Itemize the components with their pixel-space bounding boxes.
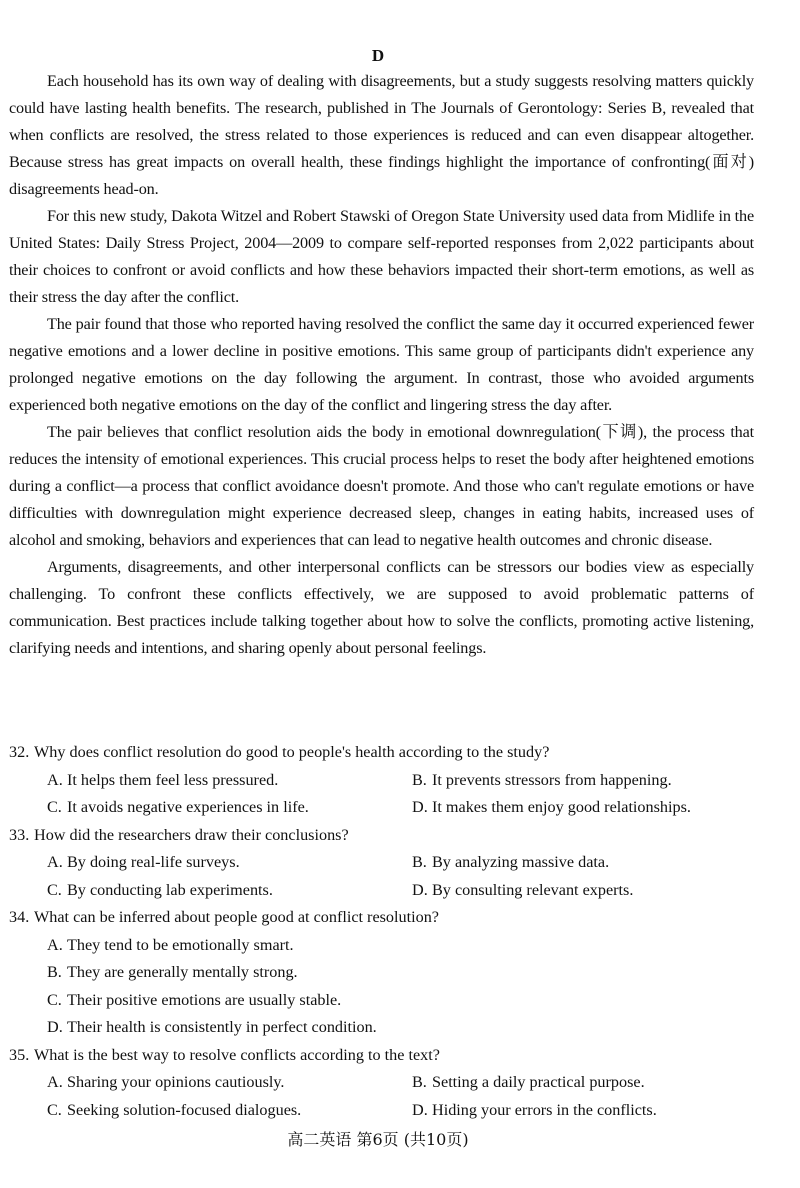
- question-number: 33.: [9, 825, 30, 844]
- question-stem: [9, 1042, 754, 1070]
- question-text: Why does conflict resolution do good to people's health according to the study?: [34, 743, 550, 761]
- question-text: What can be inferred about people good at conflict resolution?: [34, 908, 439, 926]
- option-c[interactable]: C. It avoids negative experiences in life.: [47, 798, 309, 816]
- question-34: [9, 904, 754, 1042]
- option-d[interactable]: D. It makes them enjoy good relationships.: [412, 798, 691, 816]
- option-a[interactable]: A. Sharing your opinions cautiously.: [47, 1073, 285, 1091]
- option-c[interactable]: C. Seeking solution-focused dialogues.: [47, 1100, 302, 1119]
- question-35: [9, 1042, 754, 1125]
- section-heading: D: [371, 46, 385, 65]
- question-number: 32.: [9, 743, 30, 761]
- option-c[interactable]: C. By conducting lab experiments.: [47, 880, 273, 899]
- question-text: How did the researchers draw their conclusions?: [34, 825, 349, 844]
- passage-paragraph-3: The pair found that those who reported having resolved the conflict the same day it occurred experienced fewer negative emotions and a lower decline in positive emotions. This same group of participants didn't experience any prolonged negative emotions on the day following the argument. In contrast, those who avoided arguments experienced both negative emotions on the day of the conflict and lingering stress the day after.: [9, 315, 754, 414]
- option-d[interactable]: D. Their health is consistently in perfect condition.: [47, 1018, 377, 1036]
- question-stem: [9, 904, 754, 932]
- question-list: [9, 739, 754, 1124]
- option-a[interactable]: A. They tend to be emotionally smart.: [47, 935, 294, 954]
- reading-passage: [9, 68, 754, 662]
- question-stem: [9, 822, 754, 850]
- option-b[interactable]: B. It prevents stressors from happening.: [412, 770, 672, 789]
- question-32: [9, 739, 754, 822]
- option-d[interactable]: D. By consulting relevant experts.: [412, 880, 634, 899]
- question-33: [9, 822, 754, 905]
- passage-paragraph-2: For this new study, Dakota Witzel and Robert Stawski of Oregon State University used data from Midlife in the United States: Daily Stress Project, 2004—2009 to compare self-reported responses from 2,022 participants about their choices to confront or avoid conflicts and how these behaviors impacted their short-term emotions, as well as their stress the day after the conflict.: [9, 207, 754, 306]
- page-footer: 高二英语 第6页 (共10页): [287, 1130, 469, 1149]
- option-a[interactable]: A. By doing real-life surveys.: [47, 853, 240, 871]
- option-d[interactable]: D. Hiding your errors in the conflicts.: [412, 1100, 657, 1119]
- option-b[interactable]: B. Setting a daily practical purpose.: [412, 1073, 645, 1091]
- passage-paragraph-5: Arguments, disagreements, and other interpersonal conflicts can be stressors our bodies view as especially challenging. To confront these conflicts effectively, we are supposed to avoid problematic patterns of communication. Best practices include talking together about how to solve the conflicts, promoting active listening, clarifying needs and intentions, and sharing openly about personal feelings.: [9, 558, 754, 657]
- passage-paragraph-4: The pair believes that conflict resolution aids the body in emotional downregulation(下调), the process that reduces the intensity of emotional experiences. This crucial process helps to reset the body after heightened emotions during a conflict—a process that conflict avoidance doesn't promote. And those who can't regulate emotions or have difficulties with downregulation might experience decreased sleep, changes in eating habits, increased uses of alcohol and smoking, behaviors and experiences that can lead to negative health outcomes and chronic disease.: [9, 423, 754, 549]
- question-number: 34.: [9, 908, 30, 926]
- option-b[interactable]: B. They are generally mentally strong.: [47, 963, 298, 981]
- option-b[interactable]: B. By analyzing massive data.: [412, 853, 610, 871]
- question-text: What is the best way to resolve conflicts according to the text?: [34, 1045, 440, 1064]
- passage-paragraph-1: Each household has its own way of dealing with disagreements, but a study suggests resolving matters quickly could have lasting health benefits. The research, published in The Journals of Gerontology: Series B, revealed that when conflicts are resolved, the stress related to those experiences is reduced and can even disappear altogether. Because stress has great impacts on overall health, these findings highlight the importance of confronting(面对) disagreements head-on.: [9, 72, 754, 198]
- option-a[interactable]: A. It helps them feel less pressured.: [47, 770, 279, 789]
- question-stem: [9, 739, 754, 767]
- question-number: 35.: [9, 1045, 30, 1064]
- option-c[interactable]: C. Their positive emotions are usually stable.: [47, 990, 342, 1009]
